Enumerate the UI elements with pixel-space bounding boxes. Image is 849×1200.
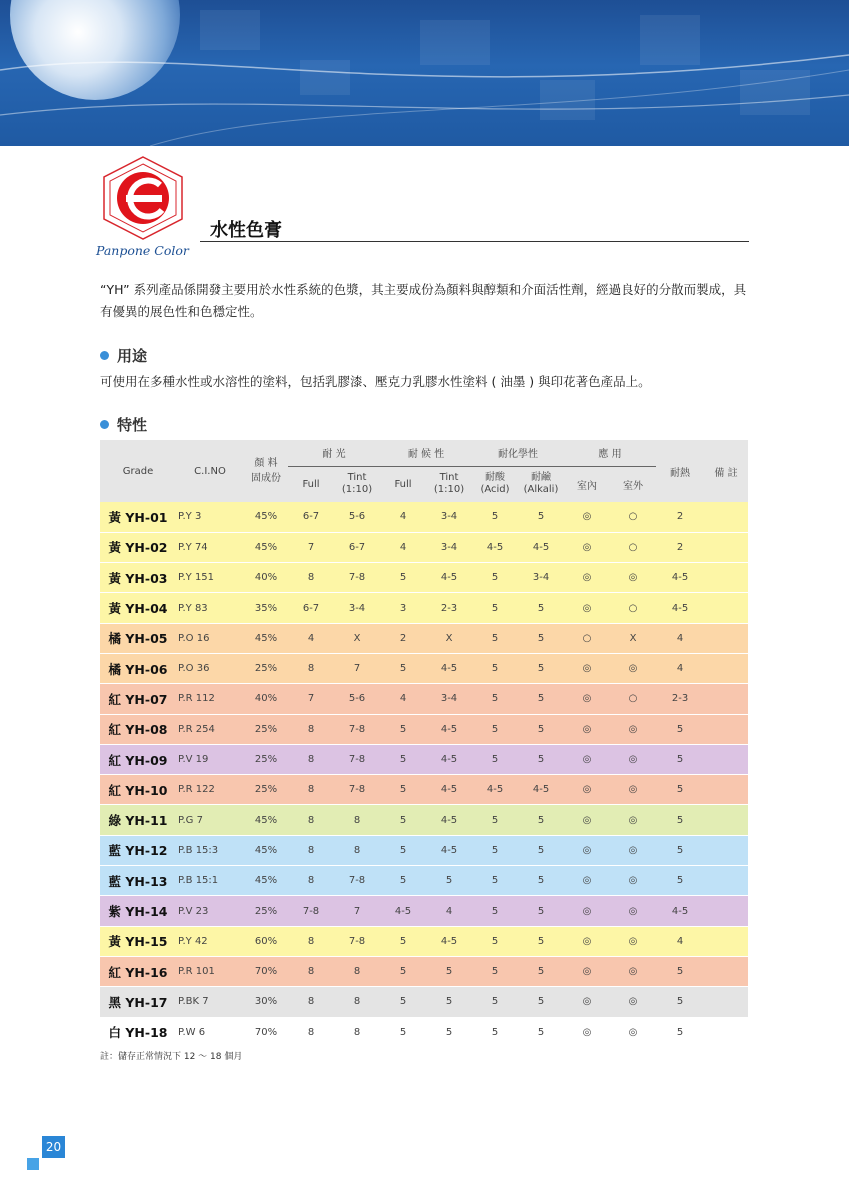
grade-cell: 紅 YH-10 <box>100 775 176 805</box>
heat-cell: 4-5 <box>656 563 704 593</box>
col-group-application: 應 用 <box>564 440 656 466</box>
alkali-cell: 3-4 <box>518 563 564 593</box>
weather-full-cell: 4 <box>380 502 426 532</box>
title-divider <box>200 241 749 242</box>
weather-full-cell: 5 <box>380 744 426 774</box>
weather-tint-cell: X <box>426 623 472 653</box>
alkali-cell: 5 <box>518 896 564 926</box>
light-tint-cell: 7-8 <box>334 714 380 744</box>
properties-heading <box>100 414 147 435</box>
heat-cell: 5 <box>656 835 704 865</box>
solid-cell: 45% <box>244 805 288 835</box>
light-full-cell: 8 <box>288 926 334 956</box>
table-row <box>100 653 748 683</box>
light-tint-cell: 5-6 <box>334 502 380 532</box>
light-full-cell: 8 <box>288 714 334 744</box>
solid-cell: 35% <box>244 593 288 623</box>
indoor-cell: ◎ <box>564 926 610 956</box>
alkali-cell: 5 <box>518 593 564 623</box>
light-full-cell: 6-7 <box>288 593 334 623</box>
light-full-cell: 8 <box>288 835 334 865</box>
cino-cell: P.V 23 <box>176 896 244 926</box>
col-indoor: 室內 <box>564 466 610 502</box>
heat-cell: 2 <box>656 502 704 532</box>
col-light-full: Full <box>288 466 334 502</box>
remark-cell <box>704 744 748 774</box>
light-tint-cell: 7-8 <box>334 744 380 774</box>
outdoor-cell: ◎ <box>610 987 656 1017</box>
acid-cell: 5 <box>472 502 518 532</box>
alkali-cell: 5 <box>518 835 564 865</box>
indoor-cell: ○ <box>564 623 610 653</box>
heat-cell: 4-5 <box>656 896 704 926</box>
remark-cell <box>704 623 748 653</box>
grade-cell: 綠 YH-11 <box>100 805 176 835</box>
weather-tint-cell: 5 <box>426 1017 472 1047</box>
table-row <box>100 956 748 986</box>
acid-cell: 4-5 <box>472 775 518 805</box>
light-full-cell: 7 <box>288 684 334 714</box>
acid-cell: 5 <box>472 593 518 623</box>
light-tint-cell: 7 <box>334 896 380 926</box>
table-row <box>100 896 748 926</box>
light-tint-cell: 7-8 <box>334 563 380 593</box>
col-weather-full: Full <box>380 466 426 502</box>
table-row <box>100 926 748 956</box>
table-row <box>100 623 748 653</box>
cino-cell: P.BK 7 <box>176 987 244 1017</box>
grade-cell: 橘 YH-06 <box>100 653 176 683</box>
alkali-cell: 5 <box>518 623 564 653</box>
table-row <box>100 987 748 1017</box>
solid-cell: 25% <box>244 775 288 805</box>
indoor-cell: ◎ <box>564 956 610 986</box>
table-row <box>100 714 748 744</box>
weather-tint-cell: 4-5 <box>426 744 472 774</box>
outdoor-cell: ◎ <box>610 714 656 744</box>
cino-cell: P.O 16 <box>176 623 244 653</box>
outdoor-cell: X <box>610 623 656 653</box>
solid-cell: 45% <box>244 532 288 562</box>
indoor-cell: ◎ <box>564 775 610 805</box>
outdoor-cell: ◎ <box>610 956 656 986</box>
grade-cell: 紅 YH-08 <box>100 714 176 744</box>
light-full-cell: 8 <box>288 653 334 683</box>
col-light-tint: Tint (1:10) <box>334 466 380 502</box>
heat-cell: 5 <box>656 866 704 896</box>
outdoor-cell: ○ <box>610 502 656 532</box>
cino-cell: P.R 122 <box>176 775 244 805</box>
acid-cell: 5 <box>472 623 518 653</box>
cino-cell: P.R 112 <box>176 684 244 714</box>
col-pigment: 顏 料 固成份 <box>244 440 288 502</box>
alkali-cell: 5 <box>518 653 564 683</box>
page-title: 水性色膏 <box>210 220 282 241</box>
weather-tint-cell: 3-4 <box>426 502 472 532</box>
weather-tint-cell: 5 <box>426 956 472 986</box>
table-row <box>100 835 748 865</box>
outdoor-cell: ◎ <box>610 653 656 683</box>
page-corner-square <box>27 1158 39 1170</box>
table-row <box>100 563 748 593</box>
page-number: 20 <box>42 1136 65 1158</box>
outdoor-cell: ◎ <box>610 866 656 896</box>
col-heat: 耐熱 <box>656 440 704 502</box>
col-acid: 耐酸 (Acid) <box>472 466 518 502</box>
cino-cell: P.Y 151 <box>176 563 244 593</box>
alkali-cell: 4-5 <box>518 532 564 562</box>
weather-tint-cell: 4-5 <box>426 653 472 683</box>
outdoor-cell: ◎ <box>610 926 656 956</box>
weather-tint-cell: 4-5 <box>426 835 472 865</box>
weather-tint-cell: 4-5 <box>426 714 472 744</box>
remark-cell <box>704 684 748 714</box>
indoor-cell: ◎ <box>564 1017 610 1047</box>
remark-cell <box>704 532 748 562</box>
grade-cell: 紅 YH-16 <box>100 956 176 986</box>
grade-cell: 黃 YH-03 <box>100 563 176 593</box>
outdoor-cell: ○ <box>610 593 656 623</box>
col-group-chemical: 耐化學性 <box>472 440 564 466</box>
remark-cell <box>704 775 748 805</box>
indoor-cell: ◎ <box>564 987 610 1017</box>
table-row <box>100 502 748 532</box>
grade-cell: 黃 YH-01 <box>100 502 176 532</box>
weather-full-cell: 5 <box>380 956 426 986</box>
weather-full-cell: 4 <box>380 532 426 562</box>
weather-tint-cell: 4-5 <box>426 805 472 835</box>
light-full-cell: 8 <box>288 563 334 593</box>
properties-heading-label: 特性 <box>117 416 148 434</box>
col-remarks: 備 註 <box>704 440 748 502</box>
light-tint-cell: 7-8 <box>334 866 380 896</box>
acid-cell: 5 <box>472 1017 518 1047</box>
col-cino: C.I.NO <box>176 440 244 502</box>
solid-cell: 45% <box>244 866 288 896</box>
outdoor-cell: ◎ <box>610 775 656 805</box>
usage-text: 可使用在多種水性或水溶性的塗料，包括乳膠漆、壓克力乳膠水性塗料 ( 油墨 ) 與印花著色產品上。 <box>100 374 651 389</box>
solid-cell: 25% <box>244 896 288 926</box>
outdoor-cell: ◎ <box>610 805 656 835</box>
remark-cell <box>704 593 748 623</box>
alkali-cell: 5 <box>518 1017 564 1047</box>
acid-cell: 5 <box>472 987 518 1017</box>
remark-cell <box>704 835 748 865</box>
company-logo <box>100 155 186 241</box>
acid-cell: 5 <box>472 684 518 714</box>
light-tint-cell: 8 <box>334 805 380 835</box>
light-full-cell: 8 <box>288 744 334 774</box>
acid-cell: 5 <box>472 653 518 683</box>
col-grade: Grade <box>100 440 176 502</box>
heat-cell: 2 <box>656 532 704 562</box>
solid-cell: 25% <box>244 714 288 744</box>
cino-cell: P.B 15:3 <box>176 835 244 865</box>
weather-tint-cell: 2-3 <box>426 593 472 623</box>
grade-cell: 藍 YH-13 <box>100 866 176 896</box>
light-tint-cell: 8 <box>334 1017 380 1047</box>
indoor-cell: ◎ <box>564 563 610 593</box>
indoor-cell: ◎ <box>564 653 610 683</box>
indoor-cell: ◎ <box>564 866 610 896</box>
properties-table <box>100 440 748 1048</box>
table-row <box>100 593 748 623</box>
alkali-cell: 5 <box>518 926 564 956</box>
weather-tint-cell: 5 <box>426 987 472 1017</box>
light-tint-cell: 6-7 <box>334 532 380 562</box>
light-full-cell: 8 <box>288 956 334 986</box>
heat-cell: 5 <box>656 744 704 774</box>
intro-paragraph: “YH” 系列產品係開發主要用於水性系統的色漿，其主要成份為顏料與醇類和介面活性劑，經過良好的分散而製成，具有優異的展色性和色穩定性。 <box>100 282 747 319</box>
weather-full-cell: 5 <box>380 775 426 805</box>
remark-cell <box>704 805 748 835</box>
table-row <box>100 805 748 835</box>
light-tint-cell: X <box>334 623 380 653</box>
acid-cell: 5 <box>472 805 518 835</box>
grade-cell: 紫 YH-14 <box>100 896 176 926</box>
remark-cell <box>704 926 748 956</box>
grade-cell: 黃 YH-15 <box>100 926 176 956</box>
bullet-icon <box>100 351 109 360</box>
solid-cell: 45% <box>244 623 288 653</box>
outdoor-cell: ◎ <box>610 744 656 774</box>
light-full-cell: 8 <box>288 866 334 896</box>
weather-tint-cell: 5 <box>426 866 472 896</box>
grade-cell: 橘 YH-05 <box>100 623 176 653</box>
heat-cell: 5 <box>656 1017 704 1047</box>
weather-tint-cell: 4-5 <box>426 563 472 593</box>
outdoor-cell: ◎ <box>610 1017 656 1047</box>
usage-heading-label: 用途 <box>117 347 148 365</box>
light-full-cell: 7-8 <box>288 896 334 926</box>
grade-cell: 白 YH-18 <box>100 1017 176 1047</box>
table-row <box>100 532 748 562</box>
acid-cell: 5 <box>472 563 518 593</box>
light-tint-cell: 8 <box>334 987 380 1017</box>
acid-cell: 5 <box>472 866 518 896</box>
cino-cell: P.Y 83 <box>176 593 244 623</box>
indoor-cell: ◎ <box>564 684 610 714</box>
heat-cell: 5 <box>656 805 704 835</box>
weather-tint-cell: 3-4 <box>426 532 472 562</box>
indoor-cell: ◎ <box>564 744 610 774</box>
weather-tint-cell: 4-5 <box>426 926 472 956</box>
acid-cell: 5 <box>472 956 518 986</box>
light-full-cell: 7 <box>288 532 334 562</box>
weather-full-cell: 5 <box>380 987 426 1017</box>
acid-cell: 5 <box>472 744 518 774</box>
outdoor-cell: ○ <box>610 532 656 562</box>
acid-cell: 5 <box>472 835 518 865</box>
alkali-cell: 5 <box>518 987 564 1017</box>
heat-cell: 5 <box>656 956 704 986</box>
heat-cell: 5 <box>656 987 704 1017</box>
grade-cell: 黃 YH-02 <box>100 532 176 562</box>
alkali-cell: 5 <box>518 744 564 774</box>
indoor-cell: ◎ <box>564 896 610 926</box>
light-tint-cell: 3-4 <box>334 593 380 623</box>
acid-cell: 5 <box>472 714 518 744</box>
col-weather-tint: Tint (1:10) <box>426 466 472 502</box>
remark-cell <box>704 896 748 926</box>
light-tint-cell: 7-8 <box>334 926 380 956</box>
remark-cell <box>704 502 748 532</box>
cino-cell: P.Y 3 <box>176 502 244 532</box>
alkali-cell: 4-5 <box>518 775 564 805</box>
light-full-cell: 4 <box>288 623 334 653</box>
cino-cell: P.B 15:1 <box>176 866 244 896</box>
acid-cell: 5 <box>472 926 518 956</box>
cino-cell: P.R 101 <box>176 956 244 986</box>
remark-cell <box>704 987 748 1017</box>
heat-cell: 5 <box>656 775 704 805</box>
grade-cell: 黃 YH-04 <box>100 593 176 623</box>
storage-footnote: 註：儲存正常情況下 12 ～ 18 個月 <box>100 1052 243 1062</box>
col-outdoor: 室外 <box>610 466 656 502</box>
outdoor-cell: ◎ <box>610 835 656 865</box>
weather-full-cell: 5 <box>380 1017 426 1047</box>
solid-cell: 40% <box>244 563 288 593</box>
heat-cell: 4 <box>656 926 704 956</box>
weather-full-cell: 5 <box>380 653 426 683</box>
grade-cell: 紅 YH-09 <box>100 744 176 774</box>
weather-tint-cell: 4 <box>426 896 472 926</box>
cino-cell: P.Y 74 <box>176 532 244 562</box>
solid-cell: 40% <box>244 684 288 714</box>
light-full-cell: 8 <box>288 805 334 835</box>
light-full-cell: 8 <box>288 987 334 1017</box>
remark-cell <box>704 714 748 744</box>
light-tint-cell: 7-8 <box>334 775 380 805</box>
cino-cell: P.V 19 <box>176 744 244 774</box>
alkali-cell: 5 <box>518 684 564 714</box>
weather-full-cell: 2 <box>380 623 426 653</box>
solid-cell: 70% <box>244 956 288 986</box>
remark-cell <box>704 1017 748 1047</box>
table-row <box>100 866 748 896</box>
grade-cell: 藍 YH-12 <box>100 835 176 865</box>
col-group-weather: 耐 候 性 <box>380 440 472 466</box>
usage-heading <box>100 345 147 366</box>
solid-cell: 70% <box>244 1017 288 1047</box>
indoor-cell: ◎ <box>564 593 610 623</box>
light-tint-cell: 5-6 <box>334 684 380 714</box>
cino-cell: P.G 7 <box>176 805 244 835</box>
heat-cell: 4 <box>656 623 704 653</box>
weather-full-cell: 5 <box>380 714 426 744</box>
banner-swoosh <box>0 0 849 146</box>
light-tint-cell: 7 <box>334 653 380 683</box>
heat-cell: 4-5 <box>656 593 704 623</box>
alkali-cell: 5 <box>518 805 564 835</box>
indoor-cell: ◎ <box>564 835 610 865</box>
weather-full-cell: 4-5 <box>380 896 426 926</box>
table-row <box>100 744 748 774</box>
solid-cell: 30% <box>244 987 288 1017</box>
grade-cell: 黑 YH-17 <box>100 987 176 1017</box>
light-full-cell: 6-7 <box>288 502 334 532</box>
indoor-cell: ◎ <box>564 714 610 744</box>
table-row <box>100 684 748 714</box>
light-tint-cell: 8 <box>334 956 380 986</box>
heat-cell: 2-3 <box>656 684 704 714</box>
alkali-cell: 5 <box>518 714 564 744</box>
cino-cell: P.R 254 <box>176 714 244 744</box>
weather-full-cell: 5 <box>380 866 426 896</box>
heat-cell: 4 <box>656 653 704 683</box>
alkali-cell: 5 <box>518 956 564 986</box>
solid-cell: 25% <box>244 744 288 774</box>
cino-cell: P.O 36 <box>176 653 244 683</box>
acid-cell: 4-5 <box>472 532 518 562</box>
solid-cell: 45% <box>244 502 288 532</box>
header-banner <box>0 0 849 146</box>
light-full-cell: 8 <box>288 1017 334 1047</box>
table-row <box>100 1017 748 1047</box>
weather-full-cell: 5 <box>380 835 426 865</box>
heat-cell: 5 <box>656 714 704 744</box>
col-alkali: 耐鹼 (Alkali) <box>518 466 564 502</box>
outdoor-cell: ◎ <box>610 896 656 926</box>
solid-cell: 45% <box>244 835 288 865</box>
light-tint-cell: 8 <box>334 835 380 865</box>
cino-cell: P.W 6 <box>176 1017 244 1047</box>
alkali-cell: 5 <box>518 866 564 896</box>
remark-cell <box>704 866 748 896</box>
outdoor-cell: ○ <box>610 684 656 714</box>
table-row <box>100 775 748 805</box>
weather-full-cell: 3 <box>380 593 426 623</box>
solid-cell: 60% <box>244 926 288 956</box>
table-body <box>100 502 748 1047</box>
indoor-cell: ◎ <box>564 502 610 532</box>
outdoor-cell: ◎ <box>610 563 656 593</box>
indoor-cell: ◎ <box>564 805 610 835</box>
acid-cell: 5 <box>472 896 518 926</box>
weather-full-cell: 5 <box>380 926 426 956</box>
remark-cell <box>704 956 748 986</box>
grade-cell: 紅 YH-07 <box>100 684 176 714</box>
brand-name: Panpone Color <box>96 243 189 258</box>
col-group-light: 耐 光 <box>288 440 380 466</box>
alkali-cell: 5 <box>518 502 564 532</box>
weather-full-cell: 4 <box>380 684 426 714</box>
cino-cell: P.Y 42 <box>176 926 244 956</box>
weather-full-cell: 5 <box>380 563 426 593</box>
indoor-cell: ◎ <box>564 532 610 562</box>
light-full-cell: 8 <box>288 775 334 805</box>
weather-tint-cell: 3-4 <box>426 684 472 714</box>
remark-cell <box>704 653 748 683</box>
solid-cell: 25% <box>244 653 288 683</box>
weather-full-cell: 5 <box>380 805 426 835</box>
weather-tint-cell: 4-5 <box>426 775 472 805</box>
remark-cell <box>704 563 748 593</box>
bullet-icon <box>100 420 109 429</box>
